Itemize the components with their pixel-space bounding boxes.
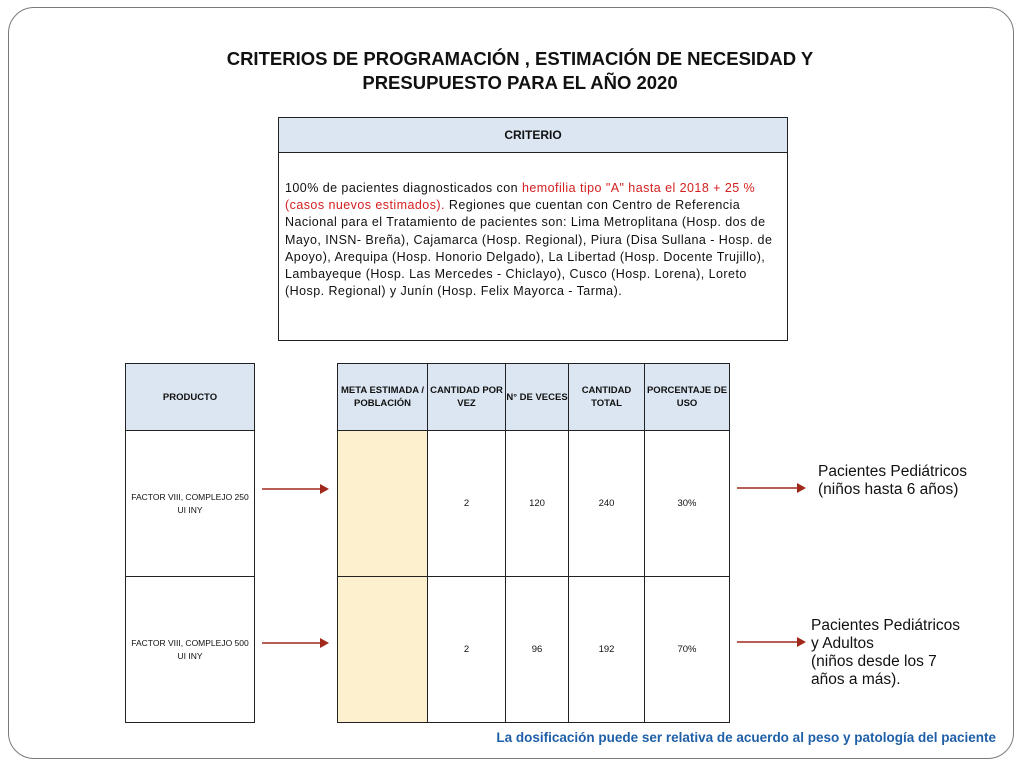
cantidad-total-cell: 240 xyxy=(569,431,645,577)
veces-cell: 96 xyxy=(506,577,569,723)
arrow-right-icon xyxy=(737,635,807,649)
criterio-text-highlight: hemofilia tipo "A" hasta el 2018 + 25 % (casos nuevos estimados). xyxy=(285,181,756,213)
criterio-header: CRITERIO xyxy=(279,118,787,153)
header-cantidad-por-vez: CANTIDAD POR VEZ xyxy=(428,364,506,431)
title-line-1: CRITERIOS DE PROGRAMACIÓN , ESTIMACIÓN DE NECESIDAD Y xyxy=(226,48,814,69)
title-line-2: PRESUPUESTO PARA EL AÑO 2020 xyxy=(362,72,678,93)
arrow-right-icon xyxy=(262,636,330,650)
note-line: años a más). xyxy=(811,671,901,688)
header-veces: N° DE VECES xyxy=(506,364,569,431)
programacion-table xyxy=(337,363,730,723)
note-line: Pacientes Pediátricos xyxy=(818,463,968,480)
note-line: (niños desde los 7 xyxy=(811,653,937,670)
criterio-text-start: 100% de pacientes diagnosticados con xyxy=(285,181,522,195)
cantidad-por-vez-cell: 2 xyxy=(428,577,506,723)
producto-cell: FACTOR VIII, COMPLEJO 250 UI INY xyxy=(126,431,255,577)
veces-cell: 120 xyxy=(506,431,569,577)
note-line: Pacientes Pediátricos xyxy=(811,617,961,634)
header-cantidad-total: CANTIDAD TOTAL xyxy=(569,364,645,431)
cantidad-por-vez-cell: 2 xyxy=(428,431,506,577)
criterio-box xyxy=(278,117,788,341)
table-row xyxy=(338,577,730,723)
footer-note: La dosificación puede ser relativa de acuerdo al peso y patología del paciente xyxy=(496,730,996,745)
arrow-right-icon xyxy=(737,481,807,495)
note-line: y Adultos xyxy=(811,635,874,652)
note-pediatricos xyxy=(818,463,967,499)
header-meta: META ESTIMADA / POBLACIÓN xyxy=(338,364,428,431)
arrow-right-icon xyxy=(262,482,330,496)
criterio-text xyxy=(279,153,787,300)
porcentaje-cell: 30% xyxy=(645,431,730,577)
note-line: (niños hasta 6 años) xyxy=(818,481,959,498)
page-title xyxy=(150,47,890,95)
meta-cell xyxy=(338,431,428,577)
criterio-text-rest: Regiones que cuentan con Centro de Referencia Nacional para el Tratamiento de pacientes son: Lima Metroplitana (Hosp. dos de Mayo, INSN- Breña), Cajamarca (Hosp. Regional), Piura (Disa Sullana - Hosp. de Apoyo), Arequipa (Hosp. Honorio Delgado), La Libertad (Hosp. Docente Trujillo), Lambayeque (Hosp. Las Mercedes - Chiclayo), Cusco (Hosp. Lorena), Loreto (Hosp. Regional) y Junín (Hosp. Felix Mayorca - Tarma). xyxy=(285,198,773,299)
meta-cell xyxy=(338,577,428,723)
cantidad-total-cell: 192 xyxy=(569,577,645,723)
producto-cell: FACTOR VIII, COMPLEJO 500 UI INY xyxy=(126,577,255,723)
header-porcentaje: PORCENTAJE DE USO xyxy=(645,364,730,431)
producto-table xyxy=(125,363,255,723)
producto-header: PRODUCTO xyxy=(126,364,255,431)
porcentaje-cell: 70% xyxy=(645,577,730,723)
table-row xyxy=(338,431,730,577)
note-pediatricos-adultos xyxy=(811,617,960,689)
